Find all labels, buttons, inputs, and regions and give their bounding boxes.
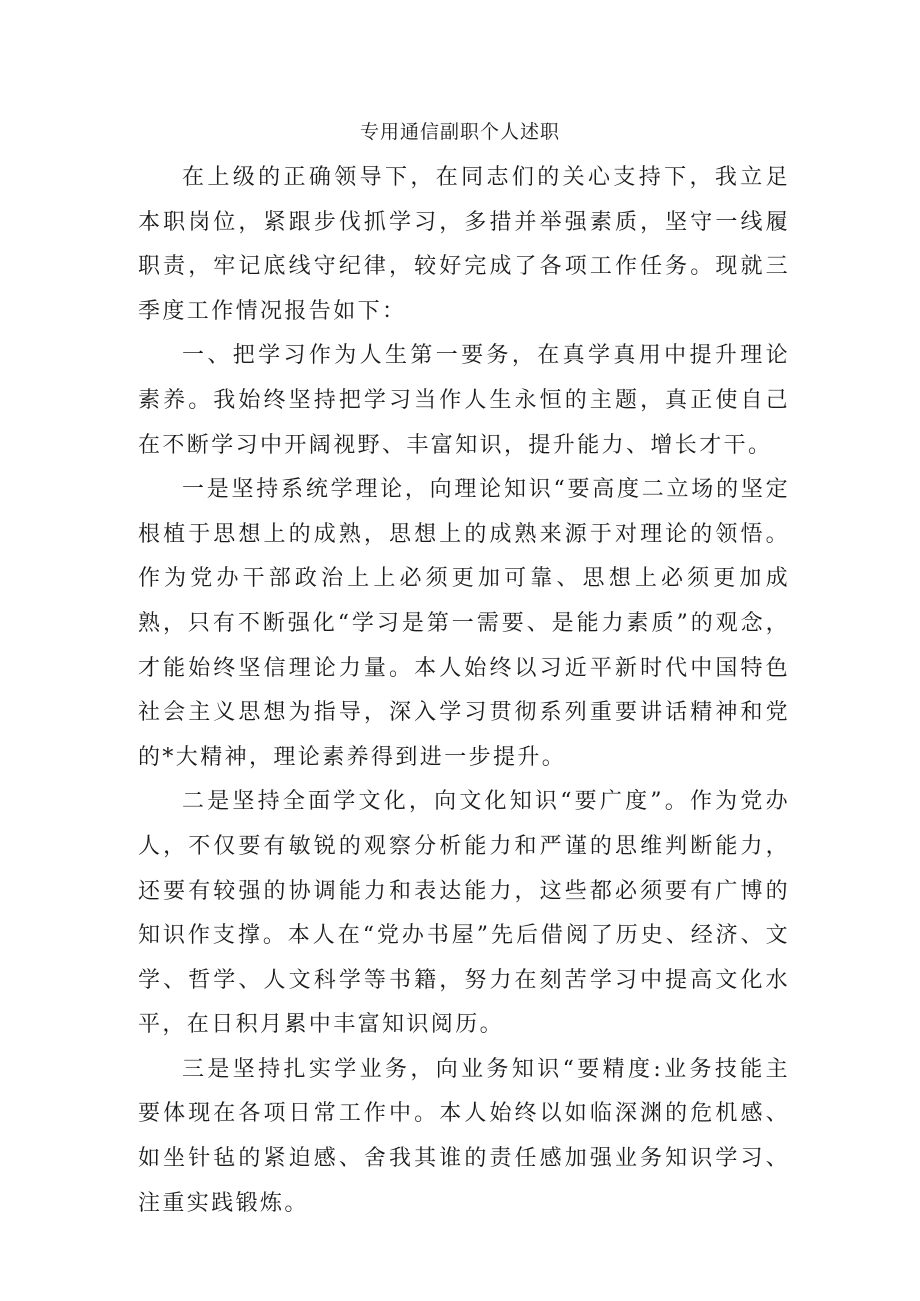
paragraph-theory-study: 一是坚持系统学理论，向理论知识“要高度二立场的坚定根植于思想上的成熟，思想上的成熟来源于对理论的领悟。作为党办干部政治上上必须更加可靠、思想上必须更加成熟，只有不断强化“学习是第一需要、是能力素质”的观念，才能始终坚信理论力量。本人始终以习近平新时代中国特色社会主义思想为指导，深入学习贯彻系列重要讲话精神和党的*大精神，理论素养得到进一步提升。 <box>138 477 790 770</box>
paragraph-business-study: 三是坚持扎实学业务，向业务知识“要精度:业务技能主要体现在各项日常工作中。本人始终以如临深渊的危机感、如坐针毡的紧迫感、舍我其谁的责任感加强业务知识学习、注重实践锻炼。 <box>138 1056 790 1216</box>
paragraph-intro: 在上级的正确领导下，在同志们的关心支持下，我立足本职岗位，紧跟步伐抓学习，多措并举强素质，坚守一线履职责，牢记底线守纪律，较好完成了各项工作任务。现就三季度工作情况报告如下： <box>138 165 790 324</box>
paragraph-section-one-heading: 一、把学习作为人生第一要务，在真学真用中提升理论素养。我始终坚持把学习当作人生永恒的主题，真正使自己在不断学习中开阔视野、丰富知识，提升能力、增长才干。 <box>138 343 790 458</box>
document-body <box>138 156 790 1226</box>
paragraph-culture-study: 二是坚持全面学文化，向文化知识“要广度”。作为党办人，不仅要有敏锐的观察分析能力和严谨的思维判断能力，还要有较强的协调能力和表达能力，这些都必须要有广博的知识作支撑。本人在“党办书屋”先后借阅了历史、经济、文学、哲学、人文科学等书籍，努力在刻苦学习中提高文化水平，在日积月累中丰富知识阅历。 <box>138 789 790 1038</box>
document-title: 专用通信副职个人述职 <box>359 121 560 143</box>
